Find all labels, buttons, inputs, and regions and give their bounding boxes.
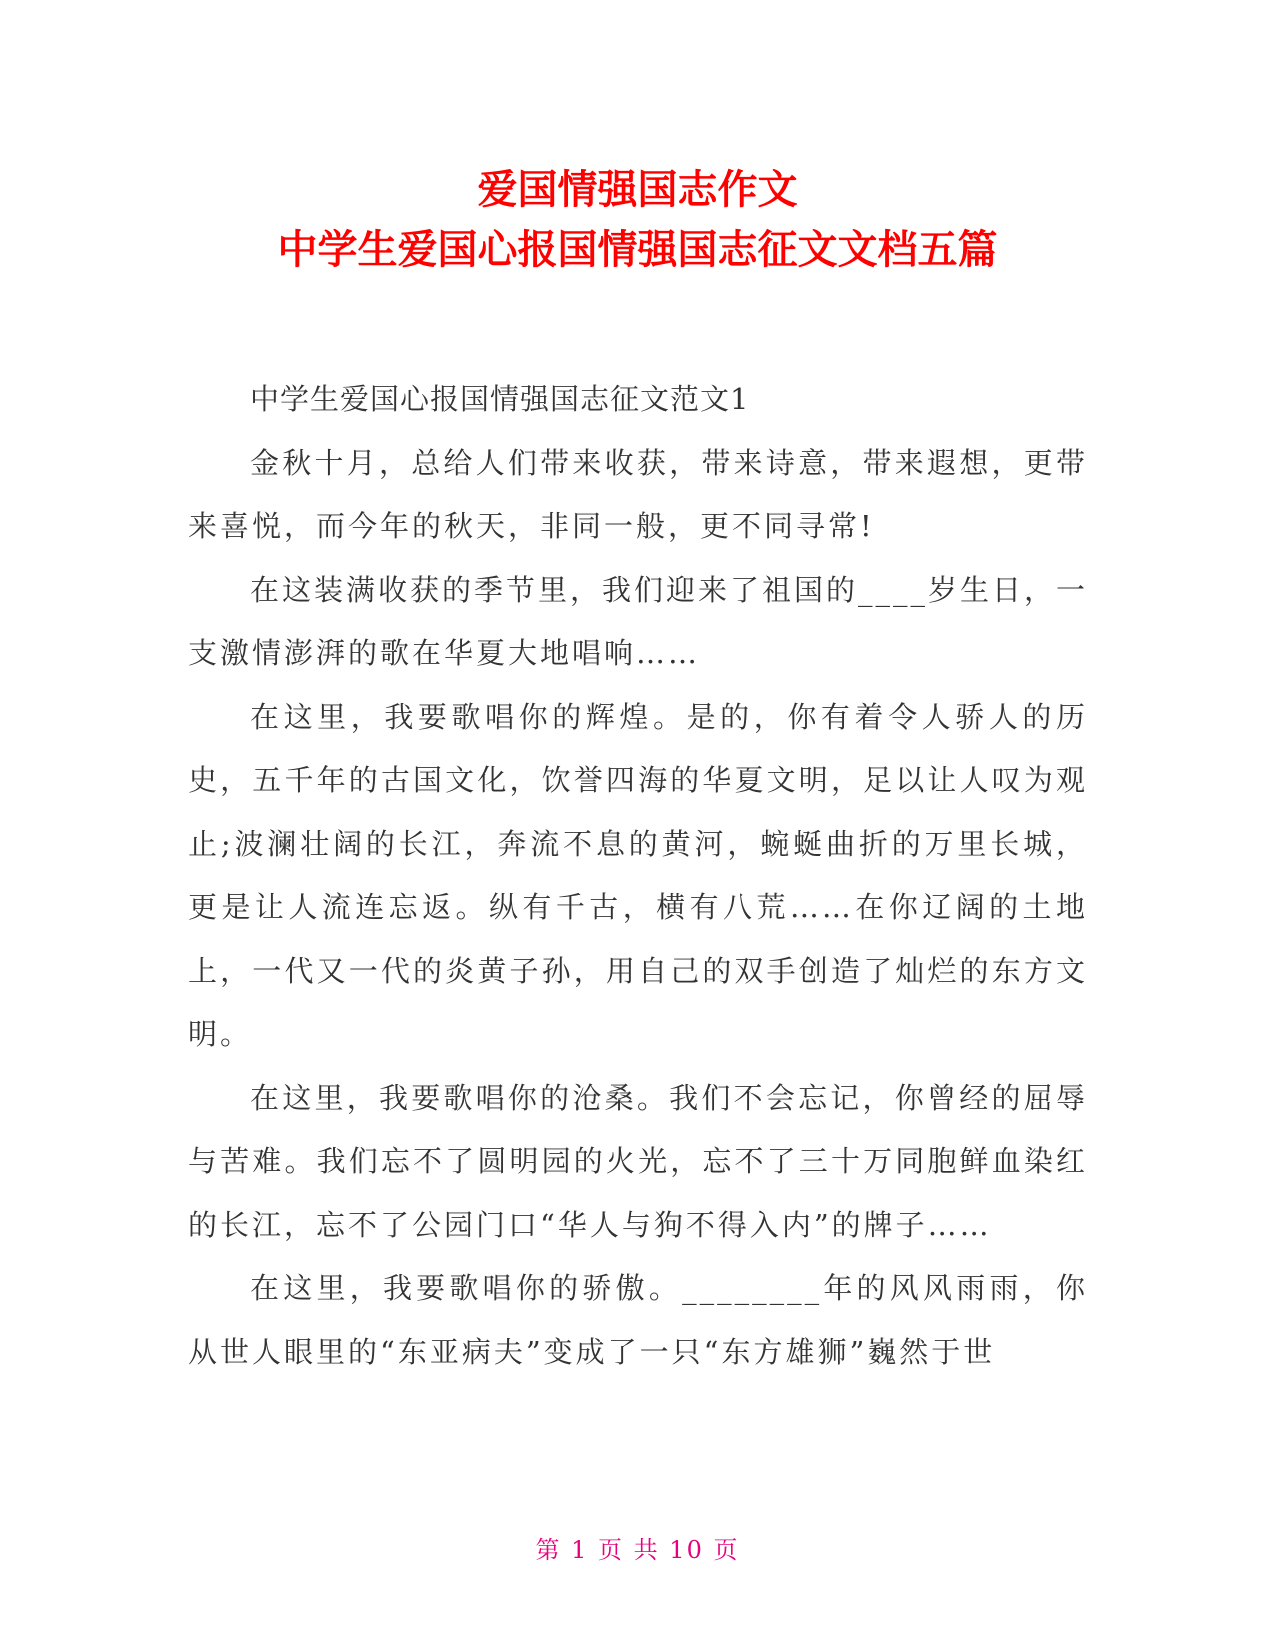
document-title [0,160,1275,280]
title-line-1: 爱国情强国志作文 [477,167,798,213]
essay-subtitle: 中学生爱国心报国情强国志征文范文1 [250,382,750,416]
document-body [188,368,1088,1384]
paragraph-1: 金秋十月，总给人们带来收获，带来诗意，带来遐想，更带来喜悦，而今年的秋天，非同一般，更不同寻常! [188,445,1088,543]
paragraph-5: 在这里，我要歌唱你的骄傲。________年的风风雨雨，你从世人眼里的“东亚病夫”变成了一只“东方雄狮”巍然于世 [188,1271,1088,1369]
page-number-label: 第 1 页 共 10 页 [535,1536,740,1564]
page-footer [0,1530,1275,1565]
paragraph-2: 在这装满收获的季节里，我们迎来了祖国的____岁生日，一支激情澎湃的歌在华夏大地唱响…… [188,572,1089,670]
paragraph-3: 在这里，我要歌唱你的辉煌。是的，你有着令人骄人的历史，五千年的古国文化，饮誉四海的华夏文明，足以让人叹为观止;波澜壮阔的长江，奔流不息的黄河，蜿蜒曲折的万里长城，更是让人流连忘返。纵有千古，横有八荒……在你辽阔的土地上，一代又一代的炎黄子孙，用自己的双手创造了灿烂的东方文明。 [188,699,1088,1051]
title-line-2: 中学生爱国心报国情强国志征文文档五篇 [277,227,998,273]
paragraph-4: 在这里，我要歌唱你的沧桑。我们不会忘记，你曾经的屈辱与苦难。我们忘不了圆明园的火光，忘不了三十万同胞鲜血染红的长江，忘不了公园门口“华人与狗不得入内”的牌子…… [188,1080,1088,1242]
